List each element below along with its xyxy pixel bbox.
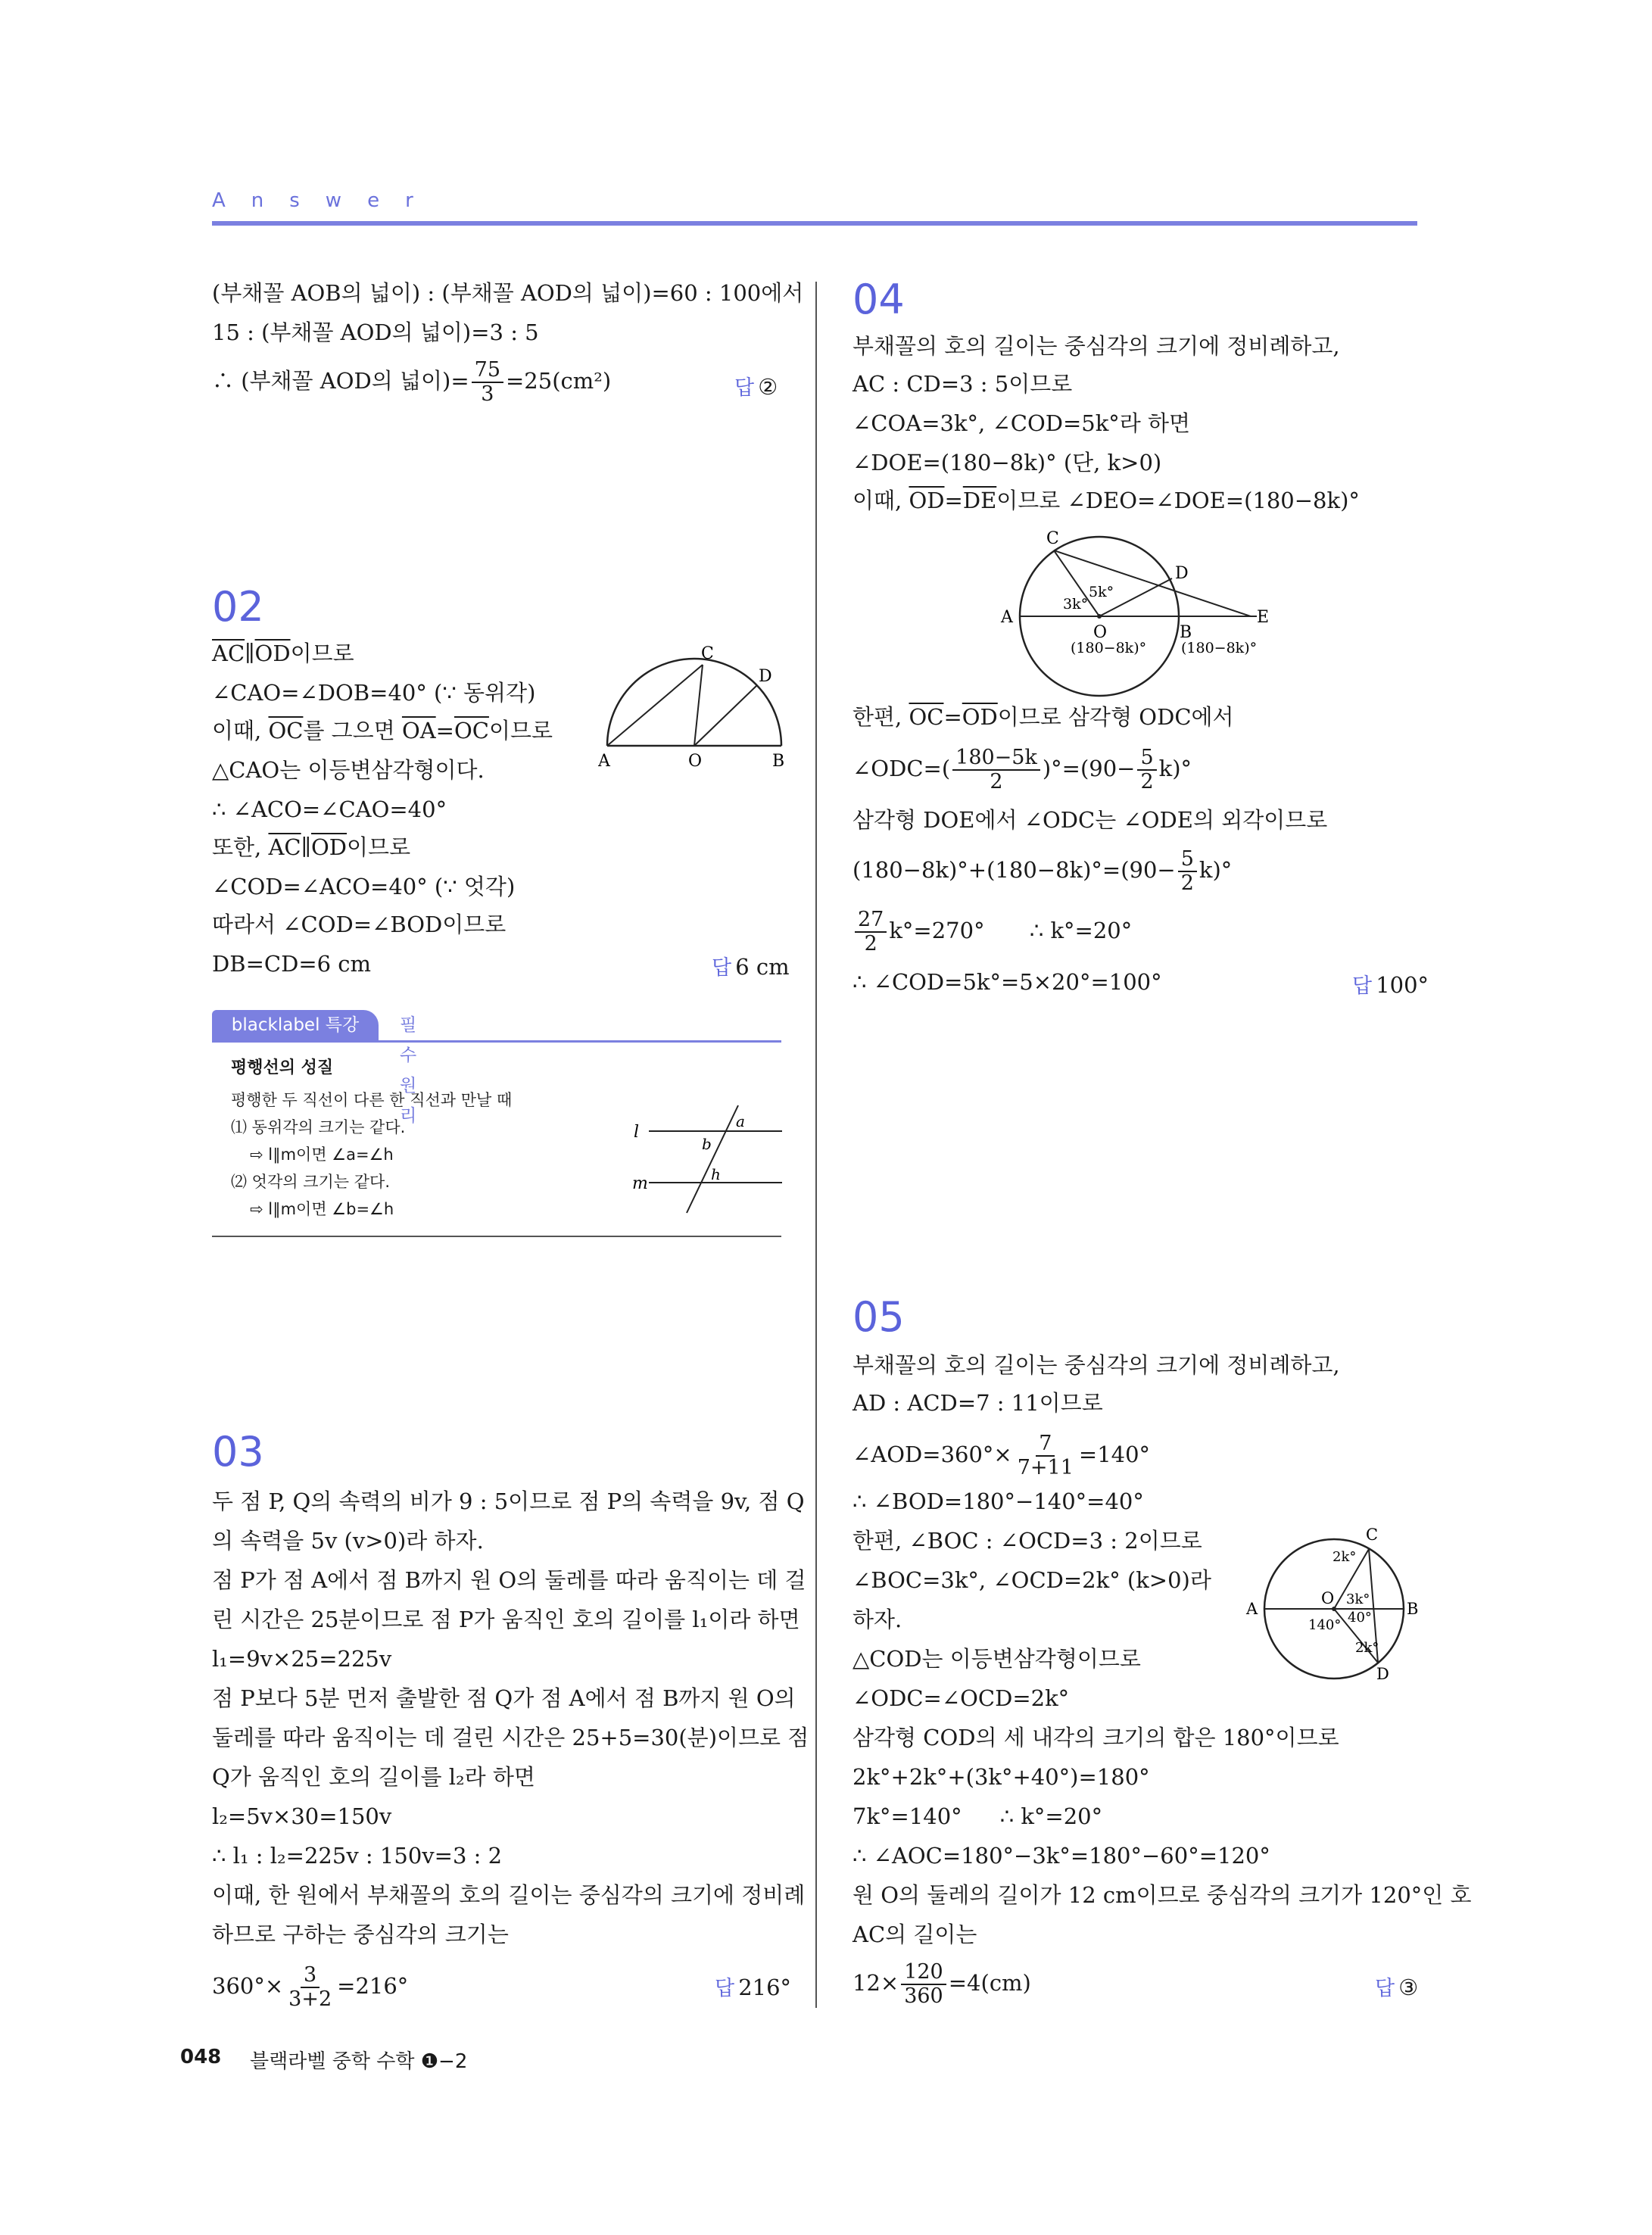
p05-line-2: AD : ACD=7 : 11이므로: [852, 1390, 1103, 1416]
p03-number: 03: [212, 1428, 264, 1476]
p04-line-1: 부채꼴의 호의 길이는 중심각의 크기에 정비례하고,: [852, 333, 1340, 359]
p04-line-7: ∠ODC=( $\frac{180-5k}{2}$ )°=(90− $\frac{5}{2}$ k)°: [852, 746, 1192, 793]
p04-line-11: ∴ ∠COD=5k°=5×20°=100°: [852, 969, 1162, 995]
special-line-3: ⇨ l∥m이면 ∠a=∠h: [250, 1146, 394, 1164]
p05-fig-label-140: 140°: [1308, 1617, 1342, 1633]
p05-line-10: 삼각형 COD의 세 내각의 크기의 합은 180°이므로: [852, 1725, 1339, 1750]
special-line-1: 평행한 두 직선이 다른 한 직선과 만날 때: [231, 1091, 513, 1109]
p04-line-10: $\frac{27}{2}$ k°=270° ∴ k°=20°: [852, 909, 1132, 955]
p05-fig-label-a: A: [1246, 1600, 1258, 1618]
p04-fig-label-a: A: [1001, 608, 1013, 627]
p05-fig-label-3k: 3k°: [1346, 1591, 1370, 1607]
special-fig-label-l: l: [634, 1123, 640, 1142]
special-tab-sub: 필수원리: [400, 1015, 417, 1126]
p04-line-4: ∠DOE=(180−8k)° (단, k>0): [852, 450, 1162, 475]
p03-line-1: 두 점 P, Q의 속력의 비가 9 : 5이므로 점 P의 속력을 9v, 점 Q: [212, 1488, 805, 1514]
p05-fig-label-c: C: [1366, 1526, 1379, 1544]
p03-line-12: 하므로 구하는 중심각의 크기는: [212, 1922, 509, 1947]
p01-answer: 답 ②: [734, 374, 778, 400]
column-divider: [815, 282, 817, 2008]
special-line-2: ⑴ 동위각의 크기는 같다.: [231, 1118, 406, 1136]
special-line-4: ⑵ 엇각의 크기는 같다.: [231, 1173, 390, 1191]
special-fig-label-h: h: [711, 1165, 721, 1183]
p03-line-9: l₂=5v×30=150v: [212, 1803, 392, 1829]
p04-fig-label-c: C: [1046, 529, 1059, 548]
p04-fig-label-3k: 3k°: [1063, 596, 1089, 613]
p05-line-1: 부채꼴의 호의 길이는 중심각의 크기에 정비례하고,: [852, 1352, 1340, 1378]
p02-semicircle-figure: [598, 644, 787, 772]
p05-line-6: ∠BOC=3k°, ∠OCD=2k° (k>0)라: [852, 1567, 1211, 1593]
p02-fig-label-d: D: [759, 667, 772, 686]
p02-line-9: DB=CD=6 cm: [212, 951, 372, 977]
p04-fig-label-d: D: [1175, 564, 1189, 583]
p03-line-5: l₁=9v×25=225v: [212, 1646, 392, 1672]
p02-fig-label-a: A: [598, 752, 610, 771]
p05-fig-label-o: O: [1321, 1589, 1335, 1607]
p05-line-11: 2k°+2k°+(3k°+40°)=180°: [852, 1764, 1150, 1790]
p04-fig-label-angle-1: (180−8k)°: [1071, 640, 1147, 656]
p05-line-14: 원 O의 둘레의 길이가 12 cm이므로 중심각의 크기가 120°인 호: [852, 1882, 1472, 1908]
header-rule: [212, 221, 1417, 226]
p02-answer: 답 6 cm: [712, 954, 790, 980]
p01-line-1: (부채꼴 AOB의 넓이) : (부채꼴 AOD의 넓이)=60 : 100에서: [212, 280, 804, 306]
p03-line-8: Q가 움직인 호의 길이를 l₂라 하면: [212, 1764, 535, 1790]
book-title: 블랙라벨 중학 수학 ❶−2: [250, 2050, 468, 2073]
p03-line-7: 둘레를 따라 움직이는 데 걸린 시간은 25+5=30(분)이므로 점: [212, 1725, 809, 1750]
p03-line-11: 이때, 한 원에서 부채꼴의 호의 길이는 중심각의 크기에 정비례: [212, 1882, 806, 1908]
p04-fig-label-e: E: [1257, 608, 1270, 627]
special-bottom-rule: [212, 1236, 781, 1237]
p05-line-8: △COD는 이등변삼각형이므로: [852, 1646, 1141, 1672]
p05-number: 05: [852, 1293, 905, 1341]
p03-line-6: 점 P보다 5분 먼저 출발한 점 Q가 점 A에서 점 B까지 원 O의: [212, 1685, 796, 1711]
p05-fig-label-2k-top: 2k°: [1333, 1549, 1357, 1565]
special-top-rule: [212, 1040, 781, 1043]
p05-line-3: ∠AOD=360°× $\frac{7}{7+11}$ =140°: [852, 1432, 1151, 1479]
p02-line-6: 또한, $\overline{AC}\parallel\overline{OD}$이므로: [212, 834, 411, 860]
special-fig-label-b: b: [702, 1135, 712, 1153]
p02-line-4: △CAO는 이등변삼각형이다.: [212, 757, 485, 783]
p01-line-2: 15 : (부채꼴 AOD의 넓이)=3 : 5: [212, 320, 539, 345]
page-number: 048: [180, 2046, 222, 2068]
p04-fig-label-b: B: [1180, 623, 1192, 642]
p05-line-12: 7k°=140° ∴ k°=20°: [852, 1803, 1103, 1829]
p02-line-7: ∠COD=∠ACO=40° (∵ 엇각): [212, 874, 516, 899]
p05-answer: 답 ③: [1375, 1975, 1419, 2000]
p04-line-9: (180−8k)°+(180−8k)°=(90− $\frac{5}{2}$ k)°: [852, 847, 1233, 895]
p04-circle-figure: [999, 525, 1287, 700]
p04-line-5: 이때, $\overline{OD}=\overline{DE}$이므로 ∠DEO=∠DOE=(180−8k)°: [852, 488, 1360, 513]
p05-line-9: ∠ODC=∠OCD=2k°: [852, 1685, 1070, 1711]
p03-line-10: ∴ l₁ : l₂=225v : 150v=3 : 2: [212, 1843, 503, 1869]
p04-fig-label-angle-2: (180−8k)°: [1181, 640, 1258, 656]
section-header-answer: Answer: [212, 189, 439, 212]
p02-line-5: ∴ ∠ACO=∠CAO=40°: [212, 796, 447, 822]
p05-line-15: AC의 길이는: [852, 1922, 977, 1947]
p05-fig-label-b: B: [1407, 1600, 1419, 1618]
p02-fig-label-c: C: [701, 644, 714, 663]
p03-line-2: 의 속력을 5v (v>0)라 하자.: [212, 1528, 484, 1554]
p04-line-8: 삼각형 DOE에서 ∠ODC는 ∠ODE의 외각이므로: [852, 807, 1328, 833]
p03-line-13: 360°× $\frac{3}{3+2}$ =216°: [212, 1963, 409, 2011]
p05-line-13: ∴ ∠AOC=180°−3k°=180°−60°=120°: [852, 1843, 1270, 1869]
p05-line-4: ∴ ∠BOD=180°−140°=40°: [852, 1488, 1144, 1514]
p05-line-7: 하자.: [852, 1607, 902, 1632]
p04-number: 04: [852, 276, 905, 323]
p02-number: 02: [212, 583, 264, 631]
p04-fig-label-o: O: [1093, 623, 1108, 642]
p02-line-8: 따라서 ∠COD=∠BOD이므로: [212, 912, 507, 937]
p03-answer: 답 216°: [715, 1975, 792, 2000]
special-tab-label: blacklabel 특강: [212, 1010, 379, 1040]
p02-fig-label-o: O: [688, 752, 703, 771]
p05-line-16: 12× $\frac{120}{360}$ =4(cm): [852, 1960, 1031, 2008]
p01-line-3: ∴ (부채꼴 AOD의 넓이)= $\frac{75}{3}$ =25(cm²): [212, 358, 612, 406]
p04-line-2: AC : CD=3 : 5이므로: [852, 371, 1073, 397]
p05-fig-label-40: 40°: [1348, 1610, 1372, 1626]
special-line-5: ⇨ l∥m이면 ∠b=∠h: [250, 1200, 394, 1218]
p05-circle-figure: [1242, 1522, 1423, 1688]
p02-line-2: ∠CAO=∠DOB=40° (∵ 동위각): [212, 680, 536, 706]
special-fig-label-m: m: [632, 1174, 648, 1193]
p02-fig-label-b: B: [772, 752, 785, 771]
p04-fig-label-5k: 5k°: [1089, 584, 1114, 600]
p03-line-3: 점 P가 점 A에서 점 B까지 원 O의 둘레를 따라 움직이는 데 걸: [212, 1567, 806, 1593]
p05-fig-label-d: D: [1376, 1665, 1389, 1683]
p05-fig-label-2k-bottom: 2k°: [1355, 1640, 1379, 1656]
special-fig-label-a: a: [736, 1112, 745, 1130]
p04-line-6: 한편, $\overline{OC}=\overline{OD}$이므로 삼각형 ODC에서: [852, 704, 1234, 730]
p03-line-4: 린 시간은 25분이므로 점 P가 움직인 호의 길이를 l₁이라 하면: [212, 1607, 800, 1632]
p05-line-5: 한편, ∠BOC : ∠OCD=3 : 2이므로: [852, 1528, 1202, 1554]
p02-line-1: $\overline{AC}\parallel\overline{OD}$이므로: [212, 641, 354, 666]
p04-answer: 답 100°: [1352, 972, 1429, 998]
special-title: 평행선의 성질: [231, 1058, 334, 1077]
p04-line-3: ∠COA=3k°, ∠COD=5k°라 하면: [852, 410, 1191, 436]
p02-line-3: 이때, $\overline{OC}$를 그으면 $\overline{OA}=\overline{OC}$이므로: [212, 718, 553, 743]
special-parallel-lines-figure: [632, 1098, 784, 1219]
